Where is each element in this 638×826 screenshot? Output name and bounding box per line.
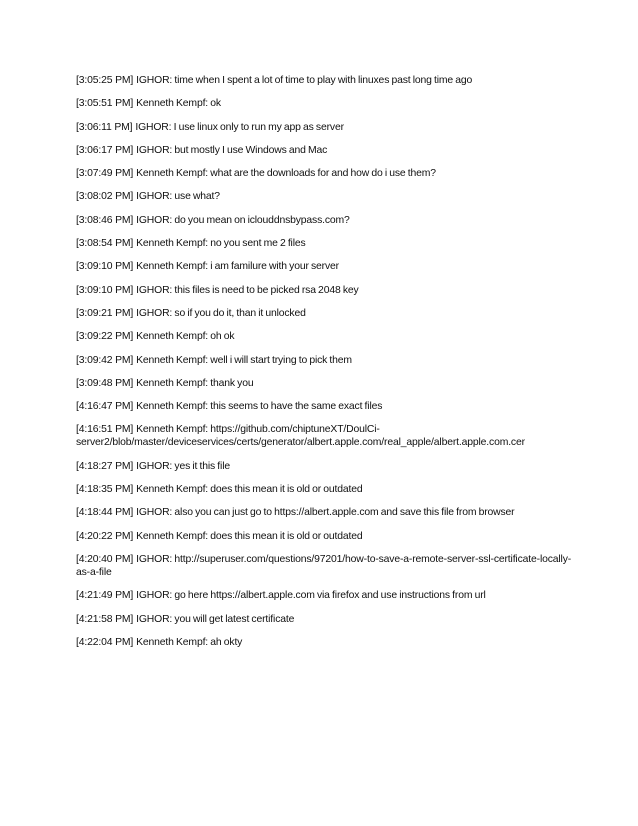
- message-text: IGHOR: time when I spent a lot of time to play with linuxes past long time ago: [136, 75, 473, 86]
- timestamp: [3:06:17 PM]: [76, 144, 134, 156]
- chat-line: [76, 553, 576, 579]
- message-text: Kenneth Kempf: ok: [136, 98, 221, 110]
- message-text: IGHOR: yes it this file: [136, 460, 230, 472]
- timestamp: [4:22:04 PM]: [76, 636, 134, 648]
- chat-line: [76, 144, 576, 157]
- message-text: IGHOR: http://superuser.com/questions/97201/how-to-save-a-remote-server-ssl-certificate-locally-as-a-file: [76, 553, 572, 578]
- chat-line: [76, 613, 576, 626]
- timestamp: [3:09:10 PM]: [76, 261, 134, 273]
- chat-line: [76, 483, 576, 496]
- chat-line: [76, 330, 576, 343]
- timestamp: [4:16:51 PM]: [76, 424, 134, 436]
- timestamp: [4:18:44 PM]: [76, 507, 134, 519]
- message-text: Kenneth Kempf: no you sent me 2 files: [136, 238, 306, 250]
- message-text: Kenneth Kempf: does this mean it is old or outdated: [136, 530, 363, 542]
- message-text: Kenneth Kempf: oh ok: [136, 331, 235, 343]
- chat-line: [76, 589, 576, 602]
- chat-log: [76, 74, 576, 659]
- chat-line: [76, 74, 576, 87]
- chat-line: [76, 190, 576, 203]
- message-text: IGHOR: you will get latest certificate: [136, 613, 295, 625]
- message-text: Kenneth Kempf: does this mean it is old or outdated: [136, 484, 363, 496]
- timestamp: [3:09:10 PM]: [76, 284, 134, 296]
- message-text: Kenneth Kempf: https://github.com/chiptuneXT/DoulCi-server2/blob/master/deviceservices/certs/generator/albert.apple.com/real_apple/albert.apple.com.cer: [76, 424, 525, 449]
- timestamp: [4:21:49 PM]: [76, 590, 134, 602]
- timestamp: [3:07:49 PM]: [76, 168, 134, 180]
- message-text: Kenneth Kempf: i am familure with your server: [136, 261, 339, 273]
- message-text: IGHOR: this files is need to be picked rsa 2048 key: [136, 284, 359, 296]
- chat-line: [76, 506, 576, 519]
- message-text: IGHOR: so if you do it, than it unlocked: [136, 307, 306, 319]
- timestamp: [3:06:11 PM]: [76, 121, 133, 133]
- chat-line: [76, 354, 576, 367]
- chat-line: [76, 460, 576, 473]
- timestamp: [4:18:27 PM]: [76, 460, 134, 472]
- timestamp: [3:08:02 PM]: [76, 191, 134, 203]
- message-text: Kenneth Kempf: thank you: [136, 377, 254, 389]
- message-text: IGHOR: I use linux only to run my app as server: [135, 121, 344, 133]
- timestamp: [4:21:58 PM]: [76, 613, 134, 625]
- timestamp: [3:09:42 PM]: [76, 354, 134, 366]
- message-text: IGHOR: but mostly I use Windows and Mac: [136, 144, 328, 156]
- timestamp: [3:05:51 PM]: [76, 98, 134, 110]
- chat-line: [76, 377, 576, 390]
- chat-line: [76, 284, 576, 297]
- chat-line: [76, 423, 576, 449]
- chat-line: [76, 167, 576, 180]
- timestamp: [3:09:21 PM]: [76, 307, 134, 319]
- message-text: IGHOR: use what?: [136, 191, 220, 203]
- message-text: IGHOR: do you mean on iclouddnsbypass.com?: [136, 214, 350, 226]
- chat-line: [76, 400, 576, 413]
- timestamp: [3:08:46 PM]: [76, 214, 134, 226]
- timestamp: [3:09:48 PM]: [76, 377, 134, 389]
- chat-line: [76, 307, 576, 320]
- message-text: IGHOR: go here https://albert.apple.com via firefox and use instructions from url: [136, 590, 486, 602]
- timestamp: [3:09:22 PM]: [76, 331, 134, 343]
- timestamp: [3:08:54 PM]: [76, 238, 134, 250]
- chat-line: [76, 636, 576, 649]
- message-text: Kenneth Kempf: what are the downloads for and how do i use them?: [136, 168, 436, 180]
- chat-line: [76, 97, 576, 110]
- message-text: Kenneth Kempf: this seems to have the same exact files: [136, 401, 383, 413]
- timestamp: [4:18:35 PM]: [76, 484, 134, 496]
- chat-line: [76, 121, 576, 134]
- message-text: Kenneth Kempf: ah okty: [136, 636, 243, 648]
- timestamp: [4:20:22 PM]: [76, 530, 134, 542]
- message-text: Kenneth Kempf: well i will start trying to pick them: [136, 354, 352, 366]
- chat-line: [76, 260, 576, 273]
- message-text: IGHOR: also you can just go to https://albert.apple.com and save this file from browser: [136, 507, 515, 519]
- timestamp: [4:16:47 PM]: [76, 401, 134, 413]
- chat-line: [76, 214, 576, 227]
- timestamp: [4:20:40 PM]: [76, 553, 134, 565]
- timestamp: [3:05:25 PM]: [76, 75, 134, 86]
- chat-line: [76, 530, 576, 543]
- chat-line: [76, 237, 576, 250]
